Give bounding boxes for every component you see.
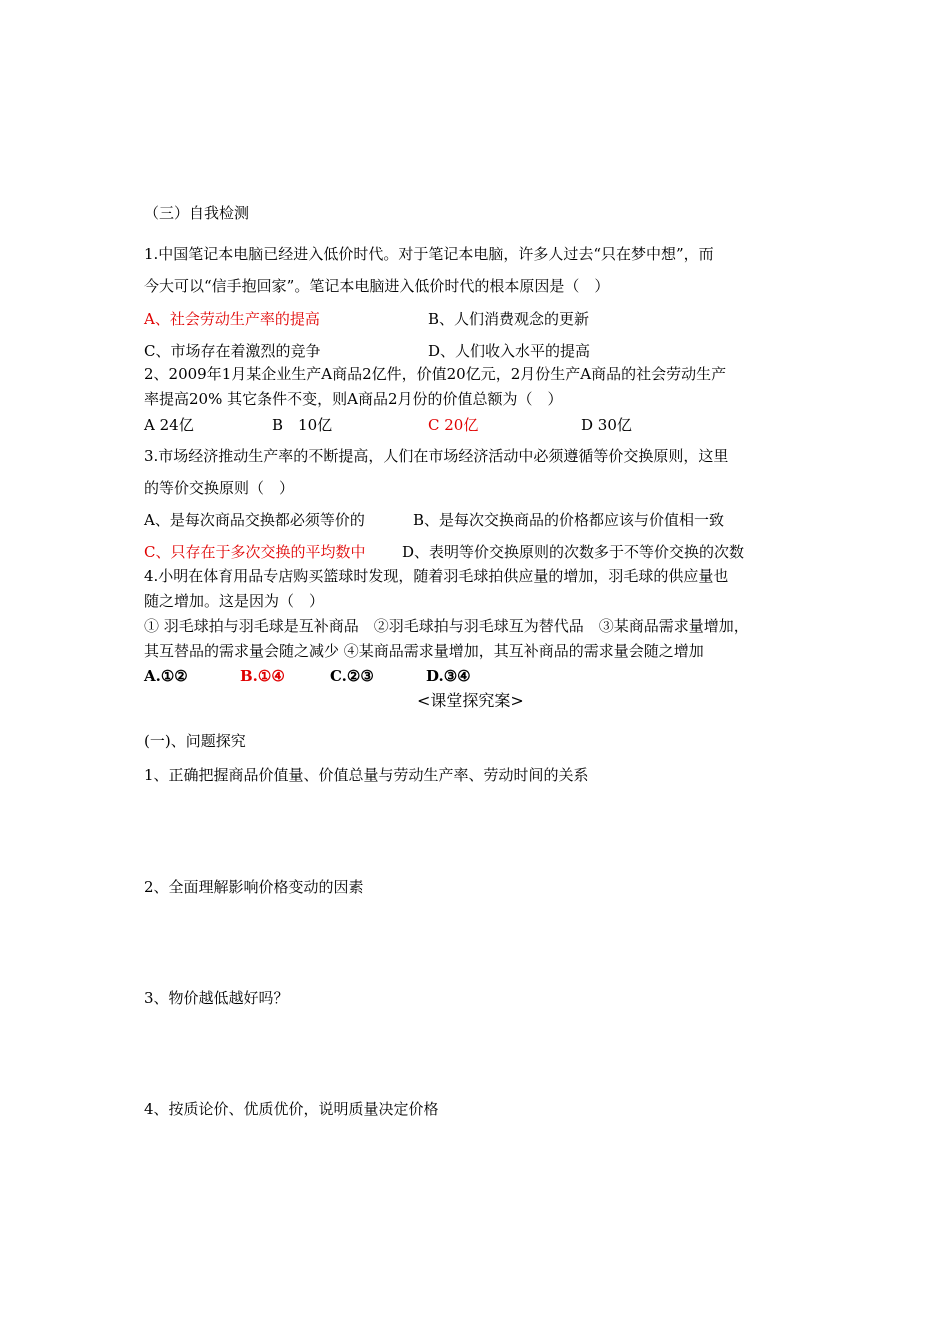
inquiry-item-2: 2、全面理解影响价格变动的因素 [144,878,364,896]
q3-stem-line2: 的等价交换原则（ ） [144,479,295,497]
q1-stem-line2: 今大可以“信手抱回家”。笔记本电脑进入低价时代的根本原因是（ ） [144,277,610,295]
q3-stem-line1: 3.市场经济推动生产率的不断提高，人们在市场经济活动中必须遵循等价交换原则，这里 [144,447,729,465]
q3-option-d: D、表明等价交换原则的次数多于不等价交换的次数 [402,543,745,561]
q1-option-b: B、人们消费观念的更新 [428,310,590,328]
q2-stem-line1: 2、2009年1月某企业生产A商品2亿件，价值20亿元，2月份生产A商品的社会劳动生产 [144,365,727,383]
section-heading: (一)、问题探究 [144,732,246,750]
q4-stem-line2: 随之增加。这是因为（ ） [144,592,325,610]
q4-option-a: A.①② [144,667,188,685]
q4-stem-line1: 4.小明在体育用品专店购买篮球时发现，随着羽毛球拍供应量的增加，羽毛球的供应量也 [144,567,729,585]
inquiry-item-4: 4、按质论价、优质优价，说明质量决定价格 [144,1100,439,1118]
q4-statements-line2: 其互替品的需求量会随之减少 ④某商品需求量增加，其互补商品的需求量会随之增加 [144,642,704,660]
q3-option-b: B、是每次交换商品的价格都应该与价值相一致 [413,511,725,529]
q4-option-d: D.③④ [426,667,471,685]
inquiry-item-3: 3、物价越低越好吗？ [144,989,289,1007]
q1-stem-line1: 1.中国笔记本电脑已经进入低价时代。对于笔记本电脑，许多人过去“只在梦中想”，而 [144,245,714,263]
q2-stem-line2: 率提高20% 其它条件不变，则A商品2月份的价值总额为（ ） [144,390,563,408]
q3-option-a: A、是每次商品交换都必须等价的 [144,511,365,529]
q2-option-d: D 30亿 [581,416,632,434]
class-inquiry-title: <课堂探究案> [417,691,524,710]
q4-option-c: C.②③ [330,667,374,685]
q2-option-a: A 24亿 [144,416,194,434]
q1-option-a: A、社会劳动生产率的提高 [144,310,320,328]
self-test-heading: （三）自我检测 [144,204,250,222]
q4-statements-line1: ① 羽毛球拍与羽毛球是互补商品 ②羽毛球拍与羽毛球互为替代品 ③某商品需求量增加， [144,617,749,635]
q4-option-b: B.①④ [240,667,285,685]
q1-option-c: C、市场存在着激烈的竞争 [144,342,321,360]
q2-option-c: C 20亿 [428,416,479,434]
q2-option-b: B 10亿 [272,416,333,434]
q1-option-d: D、人们收入水平的提高 [428,342,591,360]
q3-option-c: C、只存在于多次交换的平均数中 [144,543,366,561]
inquiry-item-1: 1、正确把握商品价值量、价值总量与劳动生产率、劳动时间的关系 [144,766,589,784]
